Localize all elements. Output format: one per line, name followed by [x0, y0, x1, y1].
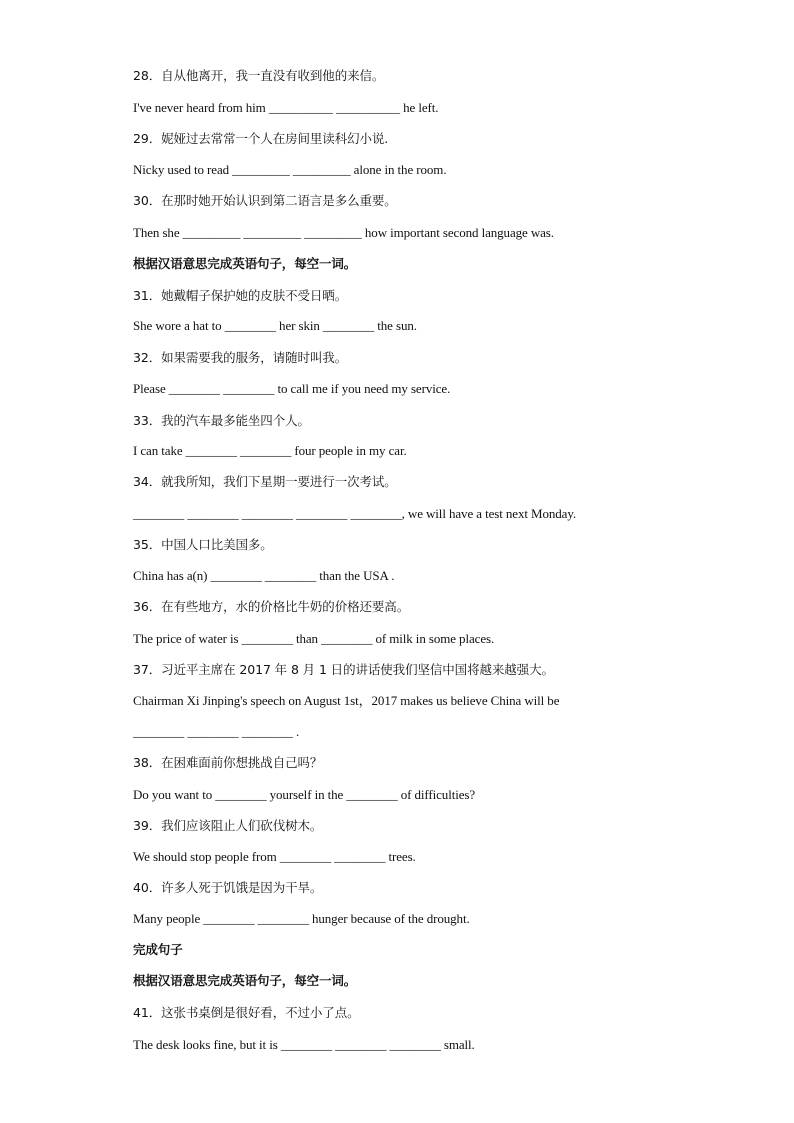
question-prompt: 36．在有些地方，水的价格比牛奶的价格还要高。 — [133, 599, 410, 614]
answer-sentence: Chairman Xi Jinping's speech on August 1st，2017 makes us believe China will be — [133, 693, 560, 708]
question-prompt: 31．她戴帽子保护她的皮肤不受日晒。 — [133, 288, 348, 303]
question-prompt: 35．中国人口比美国多。 — [133, 537, 273, 552]
answer-sentence: Then she _________ _________ _________ how important second language was. — [133, 225, 554, 240]
section-heading: 根据汉语意思完成英语句子，每空一词。 — [133, 973, 357, 988]
answer-sentence: We should stop people from ________ ________ trees. — [133, 849, 416, 864]
question-prompt: 30．在那时她开始认识到第二语言是多么重要。 — [133, 193, 397, 208]
answer-sentence: Do you want to ________ yourself in the ________ of difficulties? — [133, 787, 476, 802]
answer-sentence: She wore a hat to ________ her skin ________ the sun. — [133, 318, 417, 333]
answer-sentence: China has a(n) ________ ________ than the USA . — [133, 568, 395, 583]
question-prompt: 39．我们应该阻止人们砍伐树木。 — [133, 818, 323, 833]
answer-sentence: Please ________ ________ to call me if you need my service. — [133, 381, 451, 396]
question-prompt: 37．习近平主席在 2017 年 8 月 1 日的讲话使我们坚信中国将越来越强大。 — [133, 662, 554, 677]
question-prompt: 33．我的汽车最多能坐四个人。 — [133, 413, 310, 428]
answer-sentence: The price of water is ________ than ________ of milk in some places. — [133, 631, 495, 646]
answer-sentence: I can take ________ ________ four people in my car. — [133, 443, 407, 458]
section-heading: 根据汉语意思完成英语句子，每空一词。 — [133, 256, 357, 271]
section-heading: 完成句子 — [133, 942, 183, 957]
answer-sentence: I've never heard from him __________ __________ he left. — [133, 100, 439, 115]
answer-sentence: Nicky used to read _________ _________ alone in the room. — [133, 162, 447, 177]
question-prompt: 34．就我所知，我们下星期一要进行一次考试。 — [133, 474, 397, 489]
question-prompt: 40．许多人死于饥饿是因为干旱。 — [133, 880, 323, 895]
question-prompt: 41．这张书桌倒是很好看，不过小了点。 — [133, 1005, 360, 1020]
answer-sentence: Many people ________ ________ hunger because of the drought. — [133, 911, 470, 926]
question-prompt: 32．如果需要我的服务，请随时叫我。 — [133, 350, 348, 365]
answer-sentence: ________ ________ ________ ________ ________, we will have a test next Monday. — [133, 506, 577, 521]
answer-sentence: ________ ________ ________ . — [133, 724, 300, 739]
question-prompt: 29．妮娅过去常常一个人在房间里读科幻小说. — [133, 131, 389, 146]
question-prompt: 28．自从他离开，我一直没有收到他的来信。 — [133, 68, 385, 83]
answer-sentence: The desk looks fine, but it is ________ ________ ________ small. — [133, 1037, 475, 1052]
question-prompt: 38．在困难面前你想挑战自己吗？ — [133, 755, 323, 770]
